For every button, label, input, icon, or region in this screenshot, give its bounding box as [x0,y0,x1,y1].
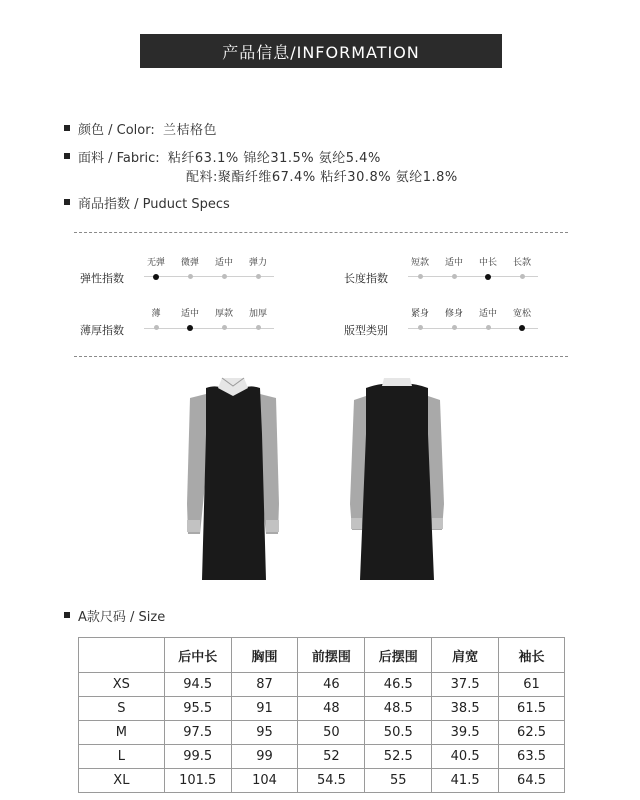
table-cell: 39.5 [432,721,499,745]
specs-row [64,193,230,212]
table-cell: 61.5 [499,697,565,721]
divider-top [74,232,568,233]
dress-front-image [182,374,284,584]
table-cell: 52 [298,745,365,769]
size-cell: XL [79,769,165,793]
size-title: A款尺码 / Size [78,610,166,625]
table-row [79,721,565,745]
header-cell: 肩宽 [432,638,499,673]
fabric-row [64,147,381,166]
size-table [78,637,565,793]
lining-value: 配料:聚酯纤维67.4% 粘纤30.8% 氨纶1.8% [186,170,458,185]
table-cell: 101.5 [164,769,231,793]
table-cell: 94.5 [164,673,231,697]
dot-icon [222,325,227,330]
fabric-value: 粘纤63.1% 锦纶31.5% 氨纶5.4% [167,151,381,166]
selected-dot-icon [485,274,491,280]
spec-label: 弹性指数 [80,272,124,285]
table-cell: 64.5 [499,769,565,793]
table-cell: 99.5 [164,745,231,769]
spec-option-label: 适中 [478,309,497,319]
size-table-header-row [79,638,565,673]
page-title [140,34,502,68]
spec-option-label: 紧身 [410,309,429,319]
spec-option [502,255,542,279]
header-cell [79,638,165,673]
spec-option [238,306,278,330]
dot-icon [452,325,457,330]
spec-option [238,255,278,279]
dress-back-image [346,374,448,584]
table-row [79,769,565,793]
dot-icon [486,325,491,330]
spec-option-label: 适中 [214,258,233,268]
size-cell: M [79,721,165,745]
table-row [79,673,565,697]
size-heading [64,606,165,625]
table-cell: 87 [231,673,298,697]
table-cell: 95 [231,721,298,745]
table-cell: 91 [231,697,298,721]
bullet-icon [64,612,70,618]
table-cell: 62.5 [499,721,565,745]
spec-label: 长度指数 [344,272,388,285]
table-cell: 40.5 [432,745,499,769]
spec-option-label: 微弹 [180,258,199,268]
table-cell: 50.5 [365,721,432,745]
size-cell: XS [79,673,165,697]
fabric-label: 面料 / Fabric: [78,151,168,166]
table-cell: 46 [298,673,365,697]
spec-option-label: 弹力 [248,258,267,268]
dot-icon [418,274,423,279]
selected-dot-icon [153,274,159,280]
table-cell: 54.5 [298,769,365,793]
cuff-right [266,520,279,532]
table-cell: 48 [298,697,365,721]
header-cell: 后中长 [164,638,231,673]
lining-row [186,166,458,185]
table-cell: 52.5 [365,745,432,769]
size-cell: L [79,745,165,769]
spec-option-label: 宽松 [512,309,531,319]
spec-label: 薄厚指数 [80,324,124,337]
dress-body [360,384,434,581]
selected-dot-icon [519,325,525,331]
table-cell: 48.5 [365,697,432,721]
table-cell: 50 [298,721,365,745]
bullet-icon [64,125,70,131]
bullet-icon [64,153,70,159]
table-cell: 37.5 [432,673,499,697]
dot-icon [418,325,423,330]
table-row [79,745,565,769]
header-cell: 胸围 [231,638,298,673]
dress-body [202,386,266,580]
spec-option-label: 中长 [478,258,497,268]
bullet-icon [64,199,70,205]
table-cell: 46.5 [365,673,432,697]
table-cell: 104 [231,769,298,793]
divider-bottom [74,356,568,357]
table-cell: 95.5 [164,697,231,721]
color-value: 兰桔格色 [163,123,218,138]
table-cell: 63.5 [499,745,565,769]
header-cell: 后摆围 [365,638,432,673]
color-row [64,119,217,138]
spec-option-label: 长款 [512,258,531,268]
table-cell: 61 [499,673,565,697]
spec-option-label: 适中 [444,258,463,268]
table-cell: 97.5 [164,721,231,745]
spec-option [502,306,542,331]
spec-option-label: 无弹 [146,258,165,268]
cuff-left [187,520,200,532]
table-cell: 99 [231,745,298,769]
spec-label: 版型类别 [344,324,388,337]
spec-option-label: 加厚 [248,309,267,319]
color-label: 颜色 / Color: [78,123,164,138]
dot-icon [188,274,193,279]
dot-icon [256,325,261,330]
page-title-text: 产品信息/INFORMATION [222,42,420,62]
table-cell: 55 [365,769,432,793]
spec-option-label: 薄 [151,309,161,319]
dot-icon [452,274,457,279]
dot-icon [256,274,261,279]
selected-dot-icon [187,325,193,331]
dot-icon [520,274,525,279]
cuff-left [351,518,362,529]
collar [382,378,412,386]
specs-label: 商品指数 / Puduct Specs [78,197,230,212]
table-cell: 38.5 [432,697,499,721]
dot-icon [154,325,159,330]
spec-option-label: 适中 [180,309,199,319]
spec-option-label: 修身 [444,309,463,319]
header-cell: 前摆围 [298,638,365,673]
spec-option-label: 厚款 [214,309,233,319]
header-cell: 袖长 [499,638,565,673]
dot-icon [222,274,227,279]
cuff-right [432,518,443,529]
table-cell: 41.5 [432,769,499,793]
spec-option-label: 短款 [410,258,429,268]
table-row [79,697,565,721]
size-cell: S [79,697,165,721]
